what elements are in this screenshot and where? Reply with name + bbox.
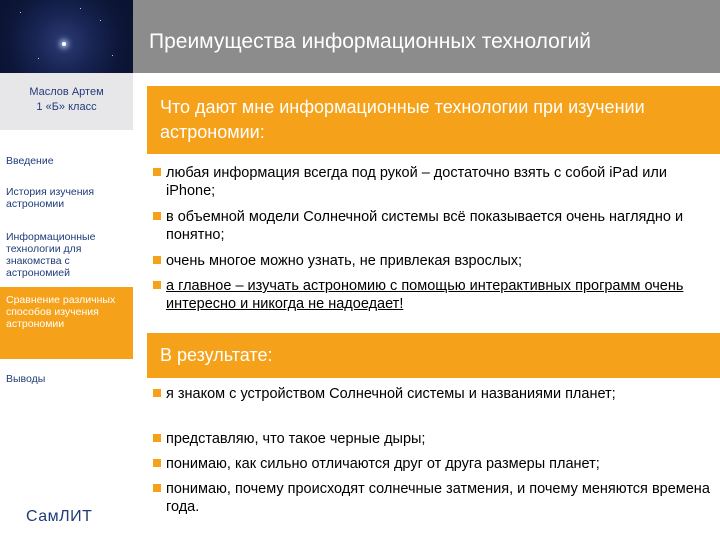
star-icon <box>112 55 113 56</box>
list-item: любая информация всегда под рукой – достаточно взять с собой iPad или iPhone; <box>153 164 710 200</box>
sidebar-item-conclusions[interactable]: Выводы <box>6 373 46 385</box>
sidebar-item-technologies[interactable]: Информационные технологии для знакомства с астрономией <box>6 231 96 279</box>
bullet-icon <box>153 484 161 492</box>
sidebar-item-introduction[interactable]: Введение <box>6 155 54 167</box>
bullet-icon <box>153 168 161 176</box>
bullet-icon <box>153 212 161 220</box>
star-icon <box>100 20 101 21</box>
list-item: очень многое можно узнать, не привлекая взрослых; <box>153 252 710 270</box>
sidebar-item-history[interactable]: История изучения астрономии <box>6 186 95 210</box>
list-item: в объемной модели Солнечной системы всё показывается очень наглядно и понятно; <box>153 208 710 244</box>
list-item: я знаком с устройством Солнечной системы и названиями планет; <box>153 385 710 403</box>
result-heading-band <box>147 333 720 378</box>
bullet-icon <box>153 459 161 467</box>
bullet-icon <box>153 256 161 264</box>
section-heading: Что дают мне информационные технологии при изучении астрономии: <box>160 97 645 142</box>
star-icon <box>38 58 39 59</box>
bullet-icon <box>153 434 161 442</box>
list-item: понимаю, почему происходят солнечные затмения, и почему меняются времена года. <box>153 480 710 516</box>
bullet-icon <box>153 281 161 289</box>
star-icon <box>62 42 66 46</box>
star-icon <box>80 8 81 9</box>
space-image <box>0 0 133 73</box>
list-item: представляю, что такое черные дыры; <box>153 430 710 448</box>
logo: СамЛИТ <box>26 508 93 525</box>
sidebar-item-label: Сравнение различных способов изучения астрономии <box>6 294 116 330</box>
author-class: 1 «Б» класс <box>36 101 97 113</box>
page-title: Преимущества информационных технологий <box>149 30 591 53</box>
bullet-icon <box>153 389 161 397</box>
title-bar <box>133 0 720 73</box>
star-icon <box>20 12 21 13</box>
section-heading-band <box>147 86 720 154</box>
result-heading: В результате: <box>160 345 273 365</box>
list-item: а главное – изучать астрономию с помощью интерактивных программ очень интересно и никогда не надоедает! <box>153 277 710 313</box>
author-name: Маслов Артем <box>29 86 104 98</box>
sidebar <box>0 73 133 540</box>
author-box <box>0 73 133 130</box>
list-item: понимаю, как сильно отличаются друг от друга размеры планет; <box>153 455 710 473</box>
sidebar-item-comparison[interactable] <box>0 287 133 359</box>
